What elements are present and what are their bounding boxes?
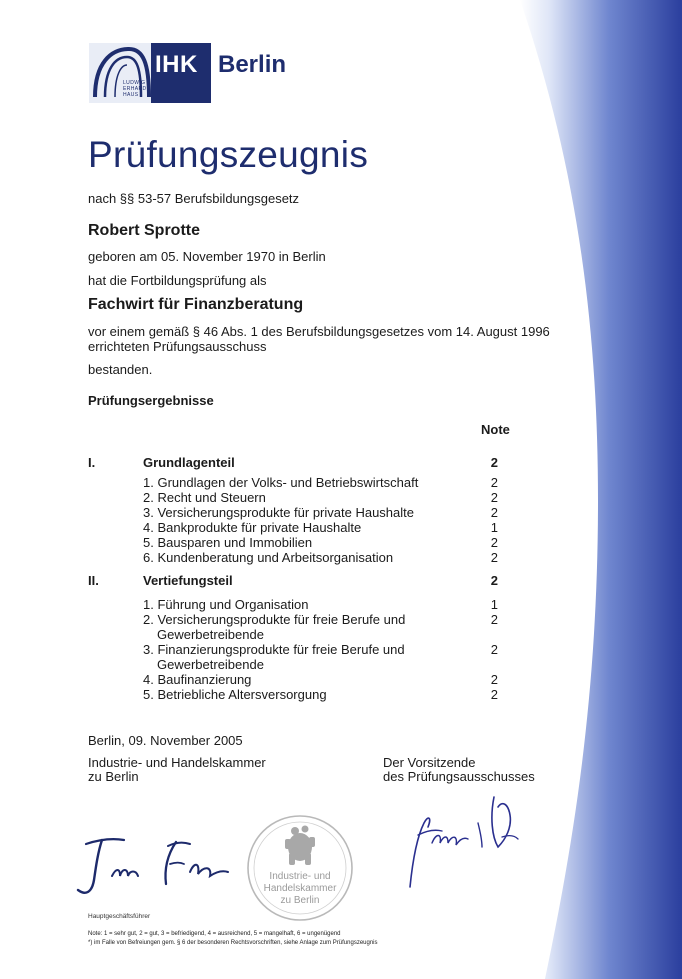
subject-1-2-grade: 2 (490, 490, 498, 505)
grade-column-header: Note (481, 422, 510, 437)
results-heading: Prüfungsergebnisse (88, 393, 214, 408)
section-2-grade: 2 (490, 573, 498, 588)
logo-berlin-text: Berlin (218, 51, 287, 78)
qualification: Fachwirt für Finanzberatung (88, 296, 304, 313)
subject-1-6-grade: 2 (490, 550, 498, 565)
subject-2-4: 4. Baufinanzierung (143, 672, 252, 687)
exam-intro: hat die Fortbildungsprüfung als (88, 273, 267, 288)
section-2-title: Vertiefungsteil (143, 573, 233, 588)
subject-2-2-grade: 2 (490, 612, 498, 627)
chair-line-2: des Prüfungsausschusses (383, 769, 535, 784)
subject-2-4-grade: 2 (490, 672, 498, 687)
chamber-line-2: zu Berlin (88, 769, 139, 784)
subject-2-3-cont: Gewerbetreibende (157, 657, 264, 672)
signature-left (72, 832, 237, 902)
subject-2-5: 5. Betriebliche Altersversorgung (143, 687, 327, 702)
section-1-title: Grundlagenteil (143, 455, 235, 470)
subject-1-2: 2. Recht und Steuern (143, 490, 266, 505)
logo-subtext-1: LUDWIG (123, 80, 146, 86)
subject-2-3-grade: 2 (490, 642, 498, 657)
committee-line-2: errichteten Prüfungsausschuss (88, 339, 267, 354)
subject-2-1: 1. Führung und Organisation (143, 597, 309, 612)
birth-line: geboren am 05. November 1970 in Berlin (88, 249, 326, 264)
subject-1-3-grade: 2 (490, 505, 498, 520)
ihk-seal (245, 813, 355, 923)
subject-1-3: 3. Versicherungsprodukte für private Haushalte (143, 505, 414, 520)
logo-ihk-text: IHK (155, 51, 198, 78)
subject-2-5-grade: 2 (490, 687, 498, 702)
band-shape (520, 0, 682, 979)
legal-basis: nach §§ 53-57 Berufsbildungsgesetz (88, 191, 300, 206)
footnote-grades: Note: 1 = sehr gut, 2 = gut, 3 = befriedigend, 4 = ausreichend, 5 = mangelhaft, 6 = ungenügend (88, 931, 341, 937)
subject-2-1-grade: 1 (490, 597, 498, 612)
footnote-exemptions: *) im Falle von Befreiungen gem. § 6 der besonderen Rechtsvorschriften, siehe Anlage zum Prüfungszeugnis (88, 940, 378, 946)
candidate-name: Robert Sprotte (88, 222, 200, 239)
subject-1-1: 1. Grundlagen der Volks- und Betriebswirtschaft (143, 475, 419, 490)
subject-2-2: 2. Versicherungsprodukte für freie Berufe und (143, 612, 406, 627)
subject-1-5-grade: 2 (490, 535, 498, 550)
chamber-line-1: Industrie- und Handelskammer (88, 755, 266, 770)
subject-1-5: 5. Bausparen und Immobilien (143, 535, 313, 550)
logo-subtext-2: ERHARD (123, 86, 147, 92)
seal-text-2: Handelskammer (263, 883, 337, 894)
subject-1-1-grade: 2 (490, 475, 498, 490)
chair-line-1: Der Vorsitzende (383, 755, 476, 770)
subject-1-4: 4. Bankprodukte für private Haushalte (143, 520, 362, 535)
seal-text-1: Industrie- und (269, 871, 331, 882)
signer-caption: Hauptgeschäftsführer (88, 913, 151, 920)
signature-right (398, 787, 530, 897)
place-date: Berlin, 09. November 2005 (88, 733, 243, 748)
section-1-numeral: I. (88, 455, 96, 470)
seal-text-3: zu Berlin (280, 895, 320, 906)
subject-1-6: 6. Kundenberatung und Arbeitsorganisation (143, 550, 394, 565)
committee-line-1: vor einem gemäß § 46 Abs. 1 des Berufsbildungsgesetzes vom 14. August 1996 (88, 324, 550, 339)
document-title: Prüfungszeugnis (88, 134, 369, 175)
passed-text: bestanden. (88, 362, 153, 377)
subject-2-2-cont: Gewerbetreibende (157, 627, 264, 642)
subject-1-4-grade: 1 (490, 520, 498, 535)
logo-subtext-3: HAUS (123, 92, 139, 98)
section-1-grade: 2 (490, 455, 498, 470)
subject-2-3: 3. Finanzierungsprodukte für freie Berufe und (143, 642, 405, 657)
bear-emblem-icon (285, 826, 315, 866)
section-2-numeral: II. (88, 573, 99, 588)
